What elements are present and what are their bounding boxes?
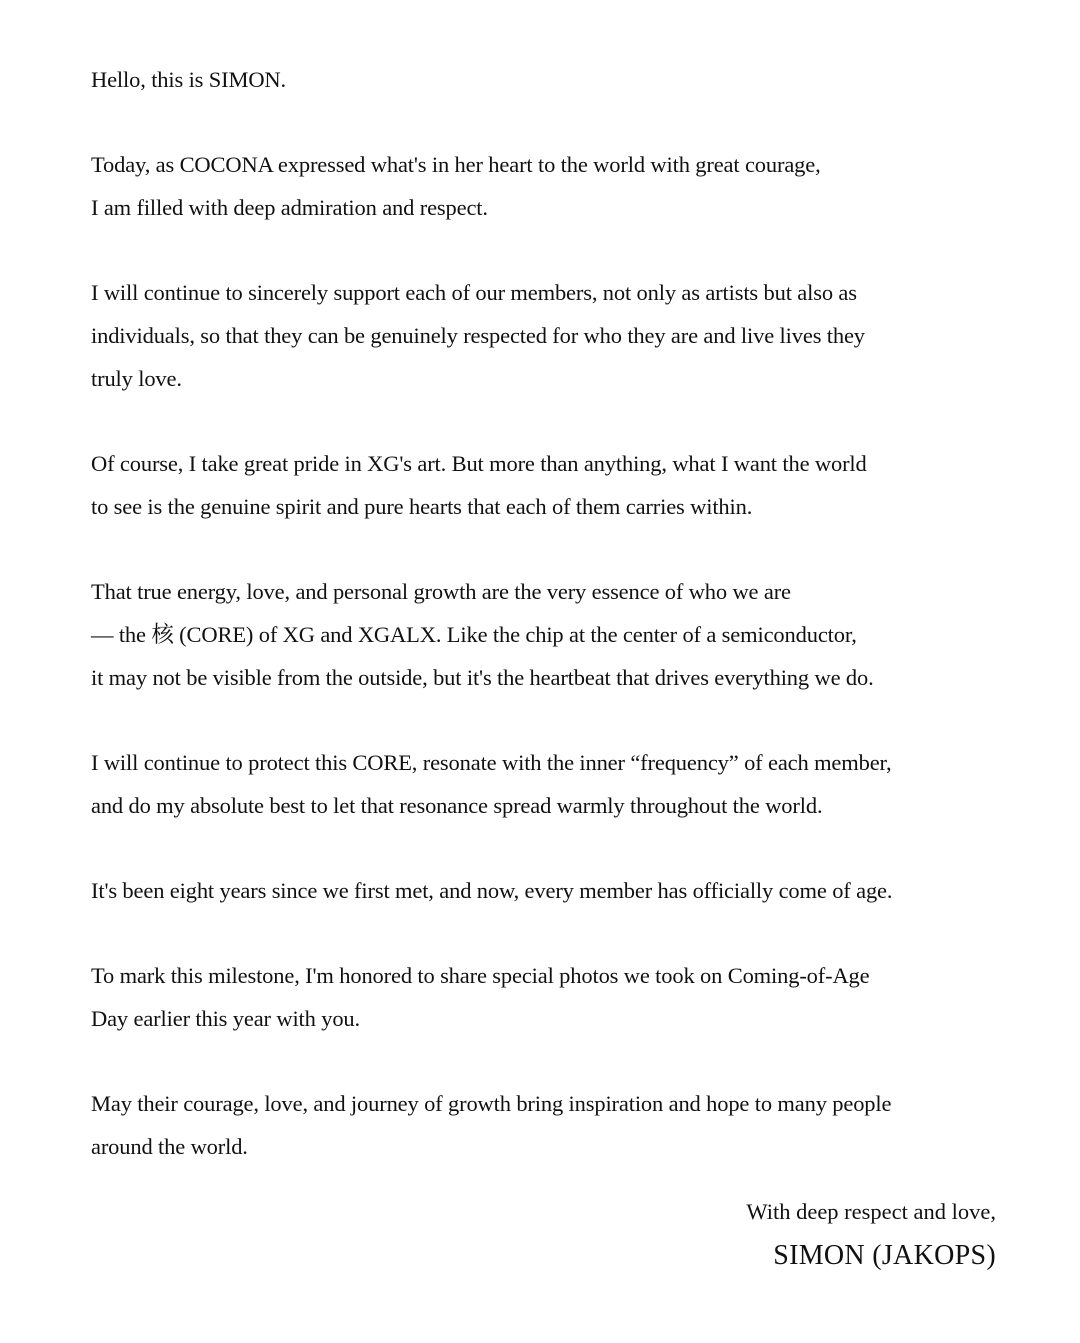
paragraph-line: around the world. [91, 1134, 248, 1159]
sign-off [746, 1190, 996, 1279]
paragraph-line: Day earlier this year with you. [91, 1006, 361, 1031]
signature: SIMON (JAKOPS) [773, 1240, 996, 1271]
paragraph-line: Of course, I take great pride in XG's art. But more than anything, what I want the world [91, 451, 867, 476]
closing-line: With deep respect and love, [746, 1199, 996, 1224]
paragraph-line: Today, as COCONA expressed what's in her heart to the world with great courage, [91, 152, 821, 177]
paragraph-eight-years [91, 869, 1001, 912]
paragraph-support [91, 271, 1001, 400]
paragraph-line: I will continue to sincerely support each of our members, not only as artists but also as [91, 280, 857, 305]
paragraph-core [91, 570, 1001, 699]
paragraph-line: — the 核 (CORE) of XG and XGALX. Like the chip at the center of a semiconductor, [91, 622, 857, 647]
paragraph-line: Hello, this is SIMON. [91, 67, 286, 92]
paragraph-protect [91, 741, 1001, 827]
paragraph-line: I am filled with deep admiration and respect. [91, 195, 488, 220]
paragraph-line: and do my absolute best to let that resonance spread warmly throughout the world. [91, 793, 823, 818]
paragraph-line: truly love. [91, 366, 182, 391]
paragraph-greeting [91, 58, 1001, 101]
paragraph-line: It's been eight years since we first met, and now, every member has officially come of age. [91, 878, 893, 903]
letter-body [91, 58, 1001, 1210]
paragraph-line: That true energy, love, and personal growth are the very essence of who we are [91, 579, 791, 604]
paragraph-line: May their courage, love, and journey of growth bring inspiration and hope to many people [91, 1091, 892, 1116]
paragraph-admiration [91, 143, 1001, 229]
paragraph-milestone [91, 954, 1001, 1040]
paragraph-wish [91, 1082, 1001, 1168]
paragraph-line: it may not be visible from the outside, but it's the heartbeat that drives everything we do. [91, 665, 874, 690]
paragraph-line: to see is the genuine spirit and pure hearts that each of them carries within. [91, 494, 753, 519]
paragraph-line: I will continue to protect this CORE, resonate with the inner “frequency” of each member, [91, 750, 892, 775]
paragraph-line: individuals, so that they can be genuinely respected for who they are and live lives they [91, 323, 865, 348]
paragraph-pride [91, 442, 1001, 528]
paragraph-line: To mark this milestone, I'm honored to share special photos we took on Coming-of-Age [91, 963, 870, 988]
